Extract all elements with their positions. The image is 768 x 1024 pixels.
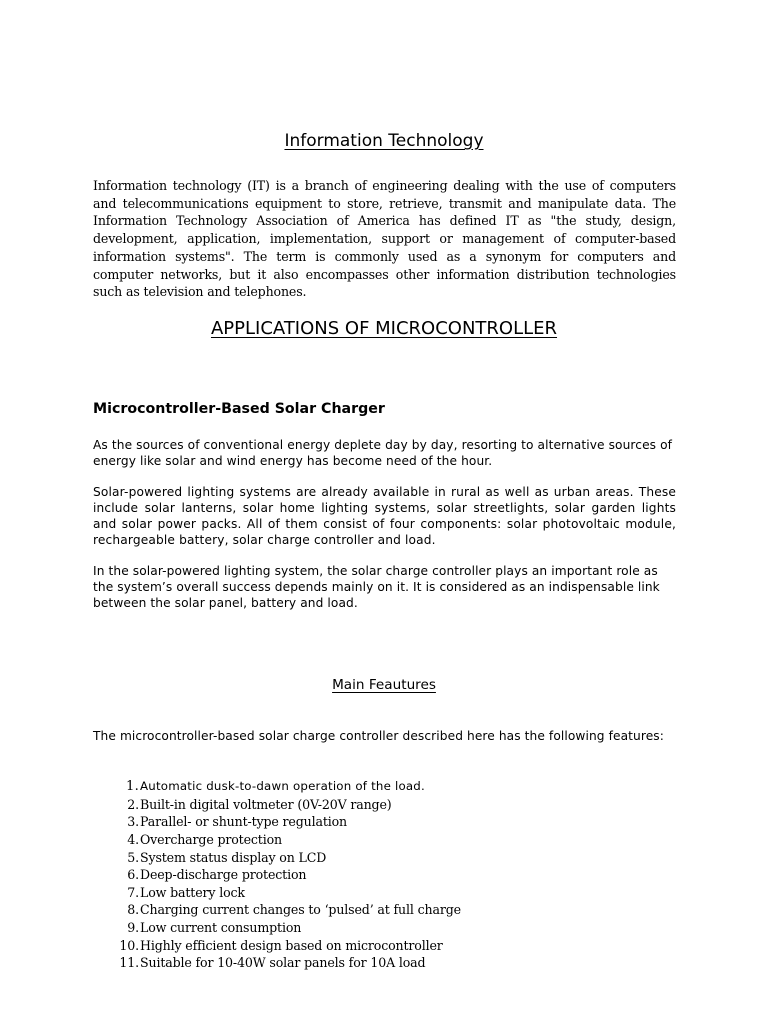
list-item-text: System status display on LCD bbox=[140, 849, 327, 865]
features-heading: Main Feautures bbox=[332, 677, 436, 693]
list-item-number: 11. bbox=[119, 955, 139, 971]
page-title: Information Technology bbox=[284, 131, 484, 151]
intro-paragraph: Information technology (IT) is a branch of engineering dealing with the use of computers and telecommunications equipment to store, retrieve, transmit and manipulate data. The Information Technology Association of America has defined IT as "the study, design, development, application, implementation, support or management of computer-based information systems". The term is commonly used as a synonym for computers and computer networks, but it also encompasses other information distribution technologies such as television and telephones. bbox=[93, 178, 676, 300]
list-item-text: Overcharge protection bbox=[140, 831, 282, 847]
solar-paragraph-2: Solar-powered lighting systems are already available in rural as well as urban areas. These include solar lanterns, solar home lighting systems, solar streetlights, solar garden lights and solar power packs. All of them consist of four components: solar photovoltaic module, rechargeable battery, solar charge controller and load. bbox=[93, 485, 676, 547]
list-item bbox=[93, 813, 676, 831]
list-item-number: 8. bbox=[127, 902, 139, 918]
list-item bbox=[93, 937, 676, 955]
list-item-text: Parallel- or shunt-type regulation bbox=[140, 814, 348, 830]
applications-heading: APPLICATIONS OF MICROCONTROLLER bbox=[210, 318, 558, 339]
list-item-number: 3. bbox=[127, 814, 139, 830]
list-item-number: 1. bbox=[126, 779, 139, 794]
solar-paragraph-3: In the solar-powered lighting system, the solar charge controller plays an important role as the system’s overall success depends mainly on it. It is considered as an indispensable link between the solar panel, battery and load. bbox=[93, 564, 660, 610]
list-item-text: Built-in digital voltmeter (0V-20V range) bbox=[140, 796, 392, 812]
list-item-number: 7. bbox=[127, 884, 139, 900]
list-item-text: Deep-discharge protection bbox=[140, 867, 307, 883]
list-item-number: 9. bbox=[127, 920, 139, 936]
list-item-number: 6. bbox=[127, 867, 139, 883]
list-item-text: Charging current changes to ‘pulsed’ at full charge bbox=[140, 902, 461, 918]
solar-charger-heading: Microcontroller-Based Solar Charger bbox=[93, 401, 385, 417]
list-item bbox=[93, 954, 676, 972]
list-item-number: 4. bbox=[127, 831, 139, 847]
solar-paragraph-1: As the sources of conventional energy deplete day by day, resorting to alternative sources of energy like solar and wind energy has become need of the hour. bbox=[93, 438, 673, 468]
list-item-text: Automatic dusk-to-dawn operation of the load. bbox=[140, 779, 425, 793]
list-item bbox=[93, 919, 676, 937]
list-item bbox=[93, 831, 676, 849]
list-item bbox=[93, 778, 676, 796]
list-item-text: Low battery lock bbox=[140, 884, 245, 900]
feature-list bbox=[93, 778, 676, 972]
list-item bbox=[93, 866, 676, 884]
list-item bbox=[93, 884, 676, 902]
list-item-number: 2. bbox=[127, 796, 139, 812]
list-item-text: Highly efficient design based on microcontroller bbox=[140, 937, 443, 953]
list-item-text: Low current consumption bbox=[140, 920, 302, 936]
features-intro: The microcontroller-based solar charge controller described here has the following features: bbox=[93, 729, 664, 743]
list-item-number: 5. bbox=[127, 849, 139, 865]
list-item bbox=[93, 901, 676, 919]
list-item bbox=[93, 796, 676, 814]
list-item bbox=[93, 849, 676, 867]
list-item-text: Suitable for 10-40W solar panels for 10A load bbox=[140, 955, 426, 971]
list-item-number: 10. bbox=[119, 937, 139, 953]
